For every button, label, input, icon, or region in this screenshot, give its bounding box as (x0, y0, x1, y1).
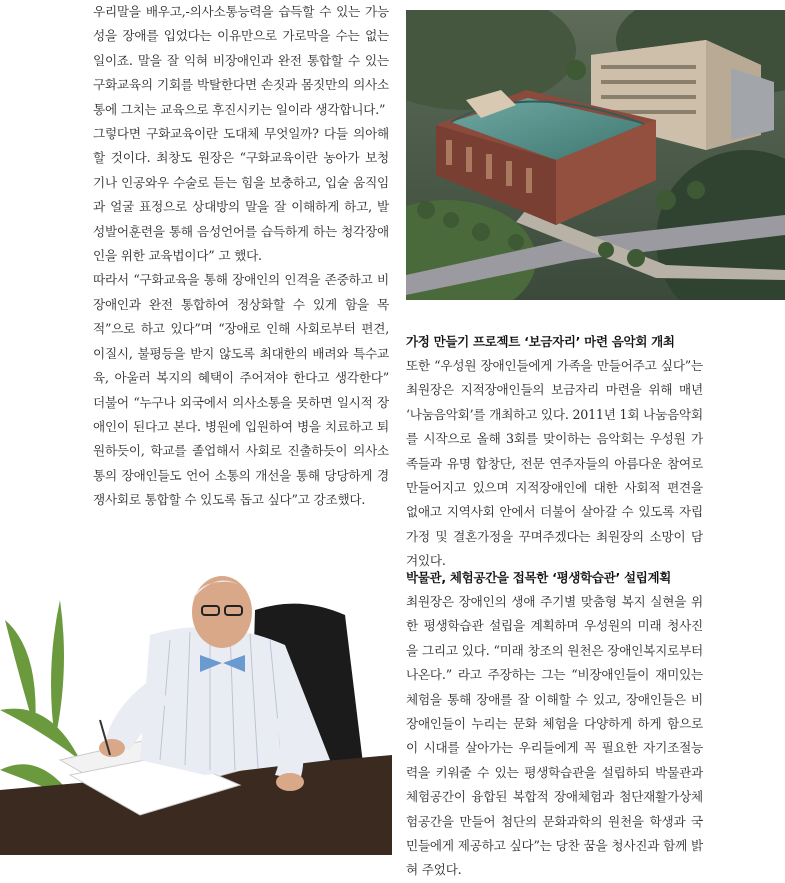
right-text-column-section-2 (406, 566, 703, 883)
paragraph-2: 그렇다면 구화교육이란 도대체 무엇일까? 다들 의아해 할 것이다. 최창도 원장은 “구화교육이란 농아가 보청기나 인공와우 수술로 듣는 힘을 보충하고, 입술 움직임과 얼굴 표정으로 상대방의 말을 잘 이해하게 하고, 발성발어훈련을 통해 음성언어를 습득하게 하는 청각장애인을 위한 교육법이다” 고 했다. (93, 126, 389, 264)
section2-heading: 박물관, 체험공간을 접목한 ‘평생학습관’ 설립계획 (406, 570, 672, 585)
paragraph-3: 따라서 “구화교육을 통해 장애인의 인격을 존중하고 비장애인과 완전 통합하여 정상화할 수 있게 함을 목적”으로 하고 있다”며 “장애로 인해 사회로부터 편견, 이질시, 불평등을 받지 않도록 최대한의 배려와 특수교육, 아울러 복지의 혜택이 주어져야 한다고 생각한다” 더불어 “누구나 외국에서 의사소통을 못하면 일시적 장애인이 된다고 본다. 병원에 입원하여 병을 치료하고 퇴원하듯이, 학교를 졸업해서 사회로 진출하듯이 의사소통의 장애인들도 언어 소통의 개선을 통해 당당하게 경쟁사회로 통합할 수 있도록 돕고 싶다”고 강조했다. (93, 272, 389, 508)
director-portrait-photo (0, 560, 392, 855)
paragraph-1: 우리말을 배우고,-의사소통능력을 습득할 수 있는 가능성을 장애를 입었다는 이유만으로 가로막을 수는 없는 일이죠. 말을 잘 익혀 비장애인과 완전 통합할 수 있는 구화교육의 기회를 박탈한다면 손짓과 몸짓만의 의사소통에 그치는 교육으로 후진시키는 일이라 생각합니다.” (93, 4, 389, 117)
section2-body: 최원장은 장애인의 생애 주기별 맞춤형 복지 실현을 위한 평생학습관 설립을 계획하며 우성원의 미래 청사진을 그리고 있다. “미래 창조의 원천은 장애인복지로부터 나온다.” 라고 주장하는 그는 “비장애인들이 재미있는 체험을 통해 장애를 잘 이해할 수 있고, 장애인들은 비장애인들이 누리는 문화 체험을 다양하게 하게 함으로 이 시대를 살아가는 우리들에게 꼭 필요한 자기조절능력을 키워줄 수 있는 평생학습관을 설립하되 박물관과 체험공간이 융합된 복합적 장애체험과 첨단재활가상체험공간을 만들어 첨단의 문화과학의 원천을 학생과 국민들에게 제공하고 싶다”는 당찬 꿈을 청사진과 함께 밝혀 주었다. (406, 594, 703, 878)
right-text-column-section-1 (406, 330, 703, 574)
left-text-column (93, 0, 389, 513)
building-aerial-photo (406, 10, 785, 300)
section1-heading: 가정 만들기 프로젝트 ‘보금자리’ 마련 음악회 개최 (406, 334, 675, 349)
section1-body: 또한 “우성원 장애인들에게 가족을 만들어주고 싶다”는 최원장은 지적장애인들의 보금자리 마련을 위해 매년 ‘나눔음악회’를 개최하고 있다. 2011년 1회 나눔음악회를 시작으로 올해 3회를 맞이하는 음악회는 우성원 가족들과 유명 합창단, 전문 연주자들의 아름다운 참여로 만들어지고 있으며 지적장애인에 대한 사회적 편견을 없애고 지역사회 안에서 더불어 살아갈 수 있도록 자립가정 및 결혼가정을 꾸며주겠다는 최원장의 소망이 담겨있다. (406, 358, 703, 569)
